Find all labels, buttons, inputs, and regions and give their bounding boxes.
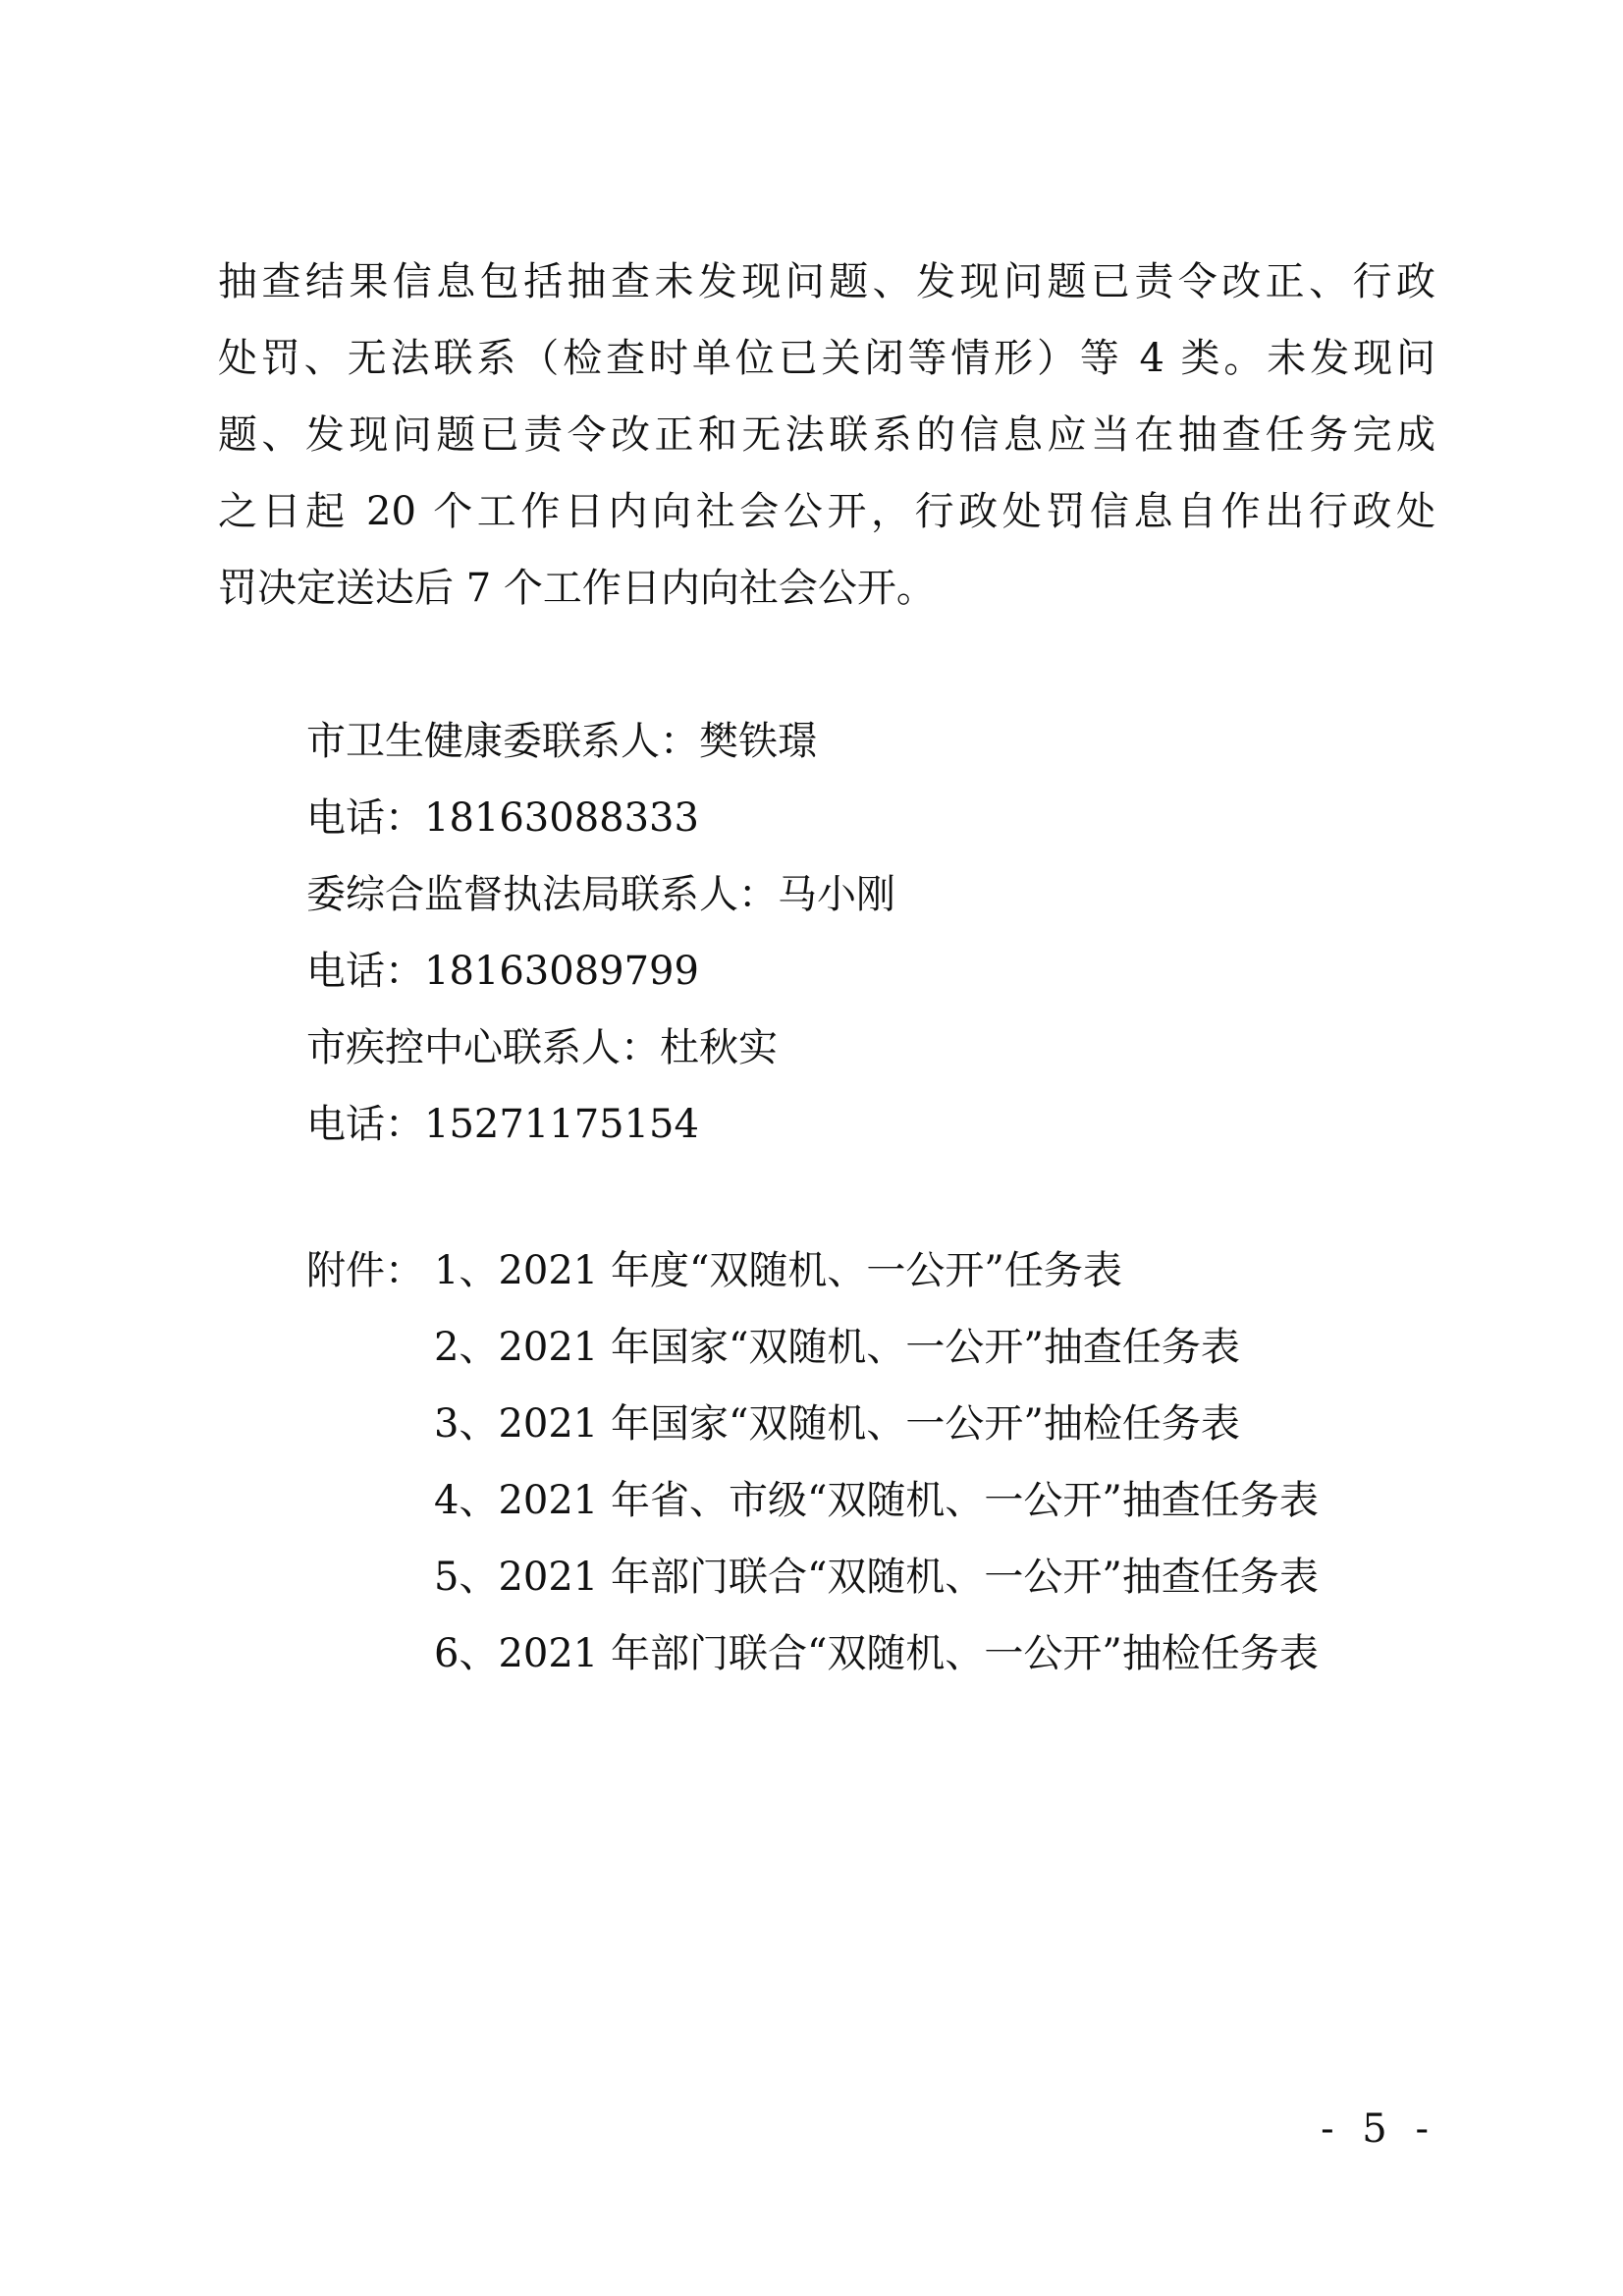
attachment-item xyxy=(306,1232,1435,1309)
attachment-item-text: 4、2021 年省、市级“双随机、一公开”抽查任务表 xyxy=(434,1478,1319,1523)
attachment-item-text: 2、2021 年国家“双随机、一公开”抽查任务表 xyxy=(434,1325,1240,1370)
attachment-item-text: 5、2021 年部门联合“双随机、一公开”抽查任务表 xyxy=(434,1555,1319,1600)
contact-cdc-phone: 电话：15271175154 xyxy=(306,1102,699,1147)
contact-health-commission-phone: 电话：18163088333 xyxy=(306,795,699,841)
body-paragraph xyxy=(218,244,1435,627)
attachment-item-text: 1、2021 年度“双随机、一公开”任务表 xyxy=(434,1248,1122,1293)
paragraph-line: 之日起 20 个工作日内向社会公开，行政处罚信息自作出行政处 xyxy=(218,489,1435,534)
attachment-item-text: 6、2021 年部门联合“双随机、一公开”抽检任务表 xyxy=(434,1631,1319,1676)
paragraph-line: 抽查结果信息包括抽查未发现问题、发现问题已责令改正、行政 xyxy=(218,259,1435,304)
attachment-item xyxy=(306,1309,1435,1386)
attachment-item xyxy=(306,1539,1435,1615)
attachment-item-text: 3、2021 年国家“双随机、一公开”抽检任务表 xyxy=(434,1401,1240,1447)
contact-enforcement-bureau: 委综合监督执法局联系人：马小刚 xyxy=(306,872,895,917)
page-number: - 5 - xyxy=(1321,2106,1436,2152)
paragraph-line: 罚决定送达后 7 个工作日内向社会公开。 xyxy=(218,566,936,611)
attachment-item xyxy=(306,1462,1435,1539)
paragraph-line: 题、发现问题已责令改正和无法联系的信息应当在抽查任务完成 xyxy=(218,412,1435,458)
contact-list xyxy=(306,703,1386,1163)
attachment-item xyxy=(306,1615,1435,1692)
attachment-list xyxy=(306,1232,1435,1692)
contact-enforcement-bureau-phone: 电话：18163089799 xyxy=(306,949,699,994)
attachment-item xyxy=(306,1386,1435,1462)
paragraph-line: 处罚、无法联系（检查时单位已关闭等情形）等 4 类。未发现问 xyxy=(218,336,1435,381)
attachment-label: 附件： xyxy=(306,1248,424,1293)
contact-health-commission: 市卫生健康委联系人：樊铁璟 xyxy=(306,719,817,764)
contact-cdc: 市疾控中心联系人：杜秋实 xyxy=(306,1025,778,1070)
